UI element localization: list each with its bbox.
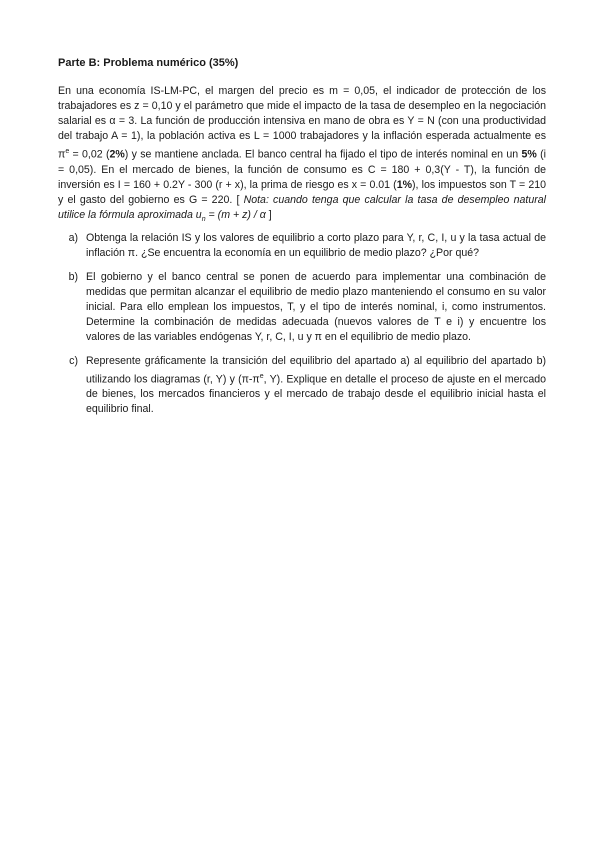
question-text: Obtenga la relación IS y los valores de equilibrio a corto plazo para Y, r, C, I, u y la tasa actual de inflación π. ¿Se encuentra la economía en un equilibrio de medio plazo? ¿Por qué? bbox=[86, 231, 546, 259]
percent-5: 5% bbox=[521, 148, 537, 161]
question-text: El gobierno y el banco central se ponen de acuerdo para implementar una combinación de medidas que permitan alcanzar el equilibrio de medio plazo manteniendo el consumo en su valor inicial. Para ello emplean los impuestos, T, y el tipo de interés nominal, i, como instrumentos. Determine la combinación de medidas adecuada (nuevos valores de T e i) y encuentre los valores de las variables endógenas Y, r, C, I, u y π en el equilibrio de medio plazo. bbox=[86, 270, 546, 343]
document-page bbox=[58, 56, 546, 426]
statement-text-2: = 0,02 ( bbox=[69, 148, 110, 161]
question-list bbox=[58, 231, 546, 418]
superscript-e: e bbox=[259, 372, 264, 380]
section-heading: Parte B: Problema numérico (35%) bbox=[58, 57, 239, 69]
question-text bbox=[82, 354, 546, 418]
percent-1: 1% bbox=[396, 178, 413, 191]
problem-statement bbox=[58, 84, 546, 227]
question-label: b) bbox=[68, 270, 78, 283]
question-label: a) bbox=[68, 231, 78, 244]
statement-text-6: ] bbox=[265, 208, 272, 221]
superscript-e: e bbox=[65, 148, 70, 155]
statement-text-5: ), los impuestos son T = 210 y el gasto del gobierno es G = 220. [ bbox=[58, 178, 546, 206]
question-a bbox=[58, 231, 546, 261]
question-text-part: Represente gráficamente la transición del equilibrio del apartado a) al equilibrio del apartado b) utilizando los diagramas (r, Y) y (π-π bbox=[86, 354, 546, 386]
statement-text-4: (i = 0,05). En el mercado de bienes, la función de consumo es C = 180 + 0,3(Y - T), la función de inversión es I = 160 + 0.2Y - 300 (r + x), la prima de riesgo es x = 0.01 ( bbox=[58, 148, 546, 191]
subscript-n: n bbox=[201, 215, 206, 223]
question-c bbox=[58, 354, 546, 418]
note-text: Nota: cuando tenga que calcular la tasa de desempleo natural utilice la fórmula aproximada u bbox=[58, 193, 546, 221]
question-text-part: , Y). Explique en detalle el proceso de ajuste en el mercado de bienes, los mercados financieros y el mercado de trabajo desde el equilibrio inicial hasta el equilibrio final. bbox=[86, 373, 546, 416]
statement-text-3: ) y se mantiene anclada. El banco central ha fijado el tipo de interés nominal en un bbox=[124, 148, 522, 161]
percent-2: 2% bbox=[109, 148, 125, 161]
question-label: c) bbox=[69, 354, 78, 367]
note-formula: = (m + z) / α bbox=[205, 208, 266, 221]
statement-text-1: En una economía IS-LM-PC, el margen del precio es m = 0,05, el indicador de protección de los trabajadores es z = 0,10 y el parámetro que mide el impacto de la tasa de desempleo en la negociación salarial es α = 3. La función de producción intensiva en mano de obra es Y = N (con una productividad del trabajo A = 1), la población activa es L = 1000 trabajadores y la inflación esperada actualmente es π bbox=[58, 85, 546, 161]
question-b bbox=[58, 270, 546, 345]
